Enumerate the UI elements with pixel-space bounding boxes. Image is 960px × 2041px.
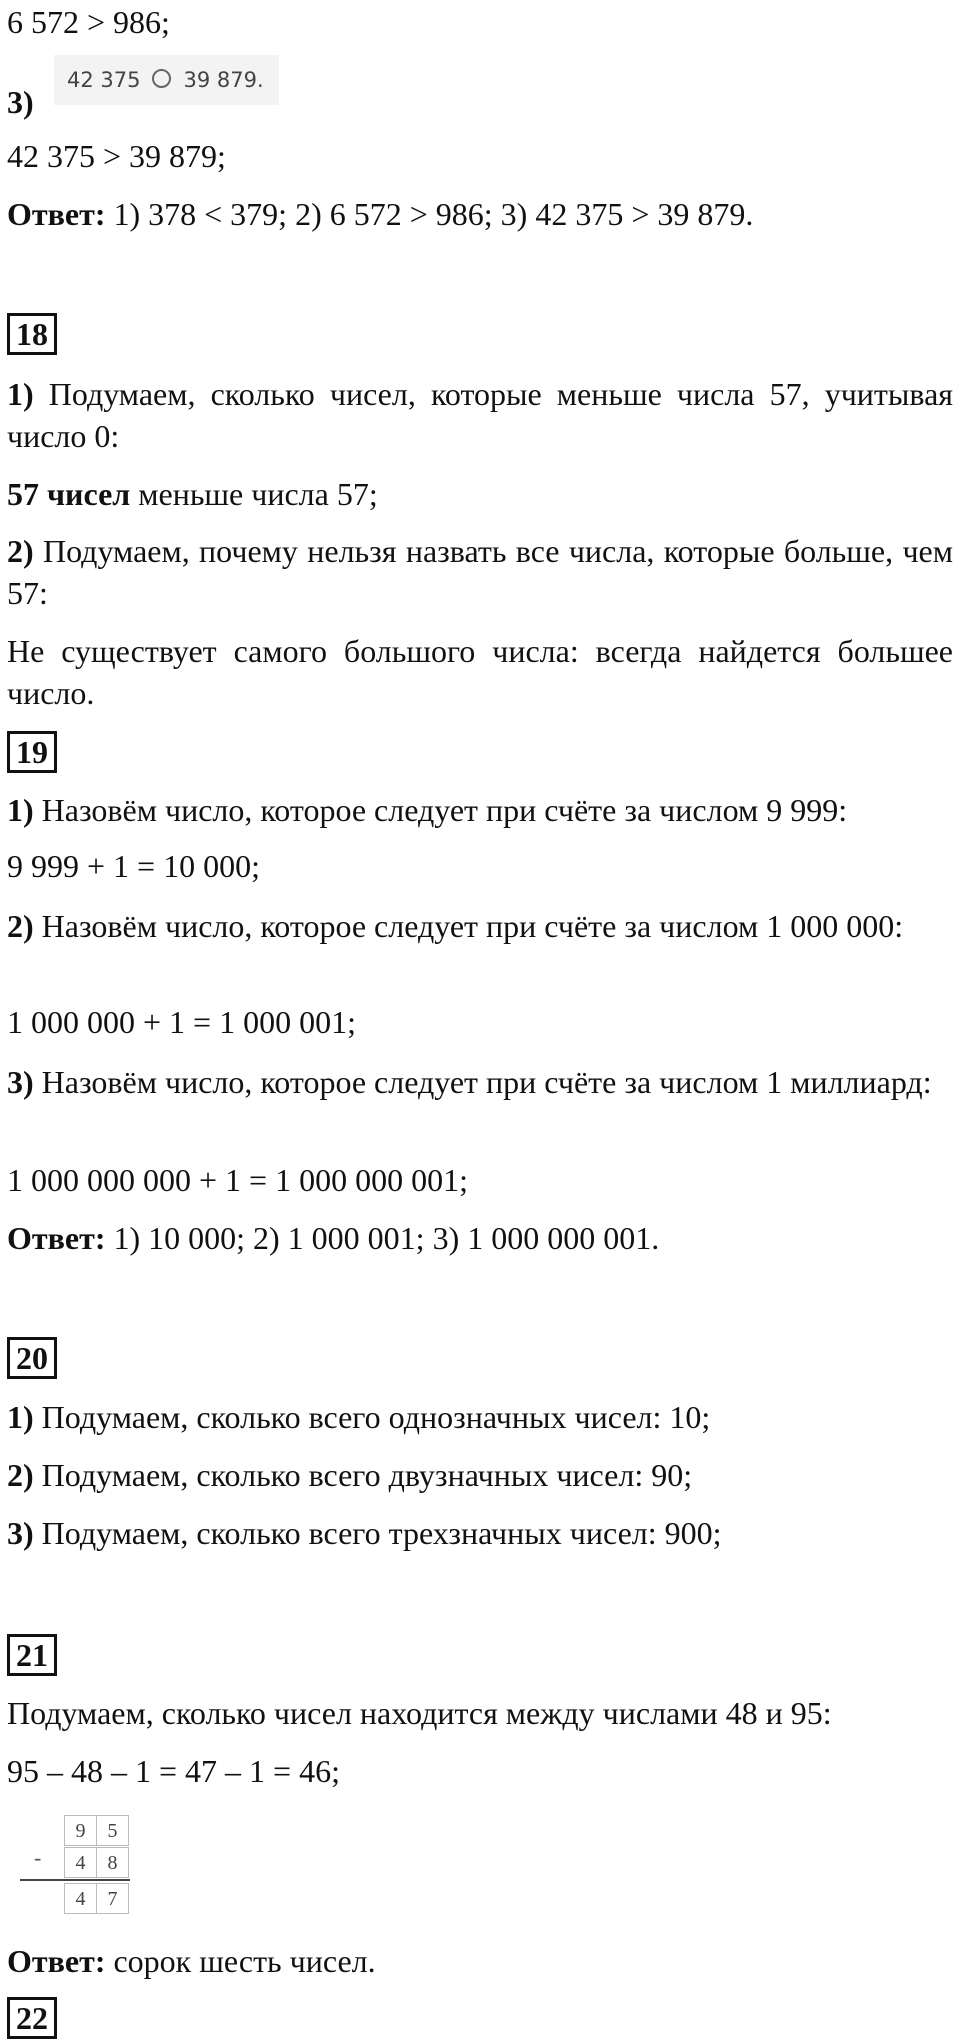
answer-line: Ответ: 1) 378 < 379; 2) 6 572 > 986; 3) 42 375 > 39 879. <box>7 196 754 232</box>
comparison-left: 42 375 <box>67 68 141 92</box>
answer-line: Ответ: 1) 10 000; 2) 1 000 001; 3) 1 000 000 001. <box>7 1220 660 1256</box>
grid-cell: 4 <box>64 1847 97 1878</box>
circle-icon <box>152 69 171 88</box>
text-line: 1) Подумаем, сколько всего однозначных чисел: 10; <box>7 1399 711 1435</box>
minus-sign: - <box>34 1845 42 1870</box>
paragraph: Не существует самого большого числа: всегда найдется большее число. <box>7 633 953 711</box>
text-line: 6 572 > 986; <box>7 4 170 40</box>
paragraph: 2) Назовём число, которое следует при счёте за числом 1 000 000: <box>7 908 904 944</box>
answer-line: Ответ: сорок шесть чисел. <box>7 1943 376 1979</box>
text-line: 1 000 000 000 + 1 = 1 000 000 001; <box>7 1162 468 1198</box>
task-number-22: 22 <box>7 1997 57 2039</box>
text-line: 57 чисел меньше числа 57; <box>7 476 378 512</box>
paragraph: 1) Подумаем, сколько чисел, которые меньше числа 57, учитывая число 0: <box>7 376 953 454</box>
text-line: 1 000 000 + 1 = 1 000 001; <box>7 1004 356 1040</box>
task-number-19: 19 <box>7 731 57 773</box>
grid-cell: 5 <box>96 1815 129 1846</box>
grid-cell: 9 <box>64 1815 97 1846</box>
subtraction-grid <box>20 1815 130 1917</box>
item-label: 3) <box>7 84 34 120</box>
text-line: 1) Назовём число, которое следует при счёте за числом 9 999: <box>7 792 848 828</box>
text-line: 95 – 48 – 1 = 47 – 1 = 46; <box>7 1753 340 1789</box>
text-line: Подумаем, сколько чисел находится между числами 48 и 95: <box>7 1695 832 1731</box>
comparison-image <box>54 55 279 105</box>
task-number-18: 18 <box>7 313 57 355</box>
grid-cell: 4 <box>64 1883 97 1914</box>
grid-cell: 8 <box>96 1847 129 1878</box>
text-line: 2) Подумаем, сколько всего двузначных чисел: 90; <box>7 1457 693 1493</box>
paragraph: 2) Подумаем, почему нельзя назвать все числа, которые больше, чем 57: <box>7 533 953 611</box>
paragraph: 3) Назовём число, которое следует при счёте за числом 1 миллиард: <box>7 1064 932 1100</box>
text-line: 42 375 > 39 879; <box>7 138 226 174</box>
text-line: 9 999 + 1 = 10 000; <box>7 848 260 884</box>
text-line: 3) Подумаем, сколько всего трехзначных чисел: 900; <box>7 1515 722 1551</box>
task-number-20: 20 <box>7 1337 57 1379</box>
grid-divider <box>20 1879 130 1881</box>
task-number-21: 21 <box>7 1634 57 1676</box>
grid-cell: 7 <box>96 1883 129 1914</box>
comparison-right: 39 879. <box>183 68 264 92</box>
